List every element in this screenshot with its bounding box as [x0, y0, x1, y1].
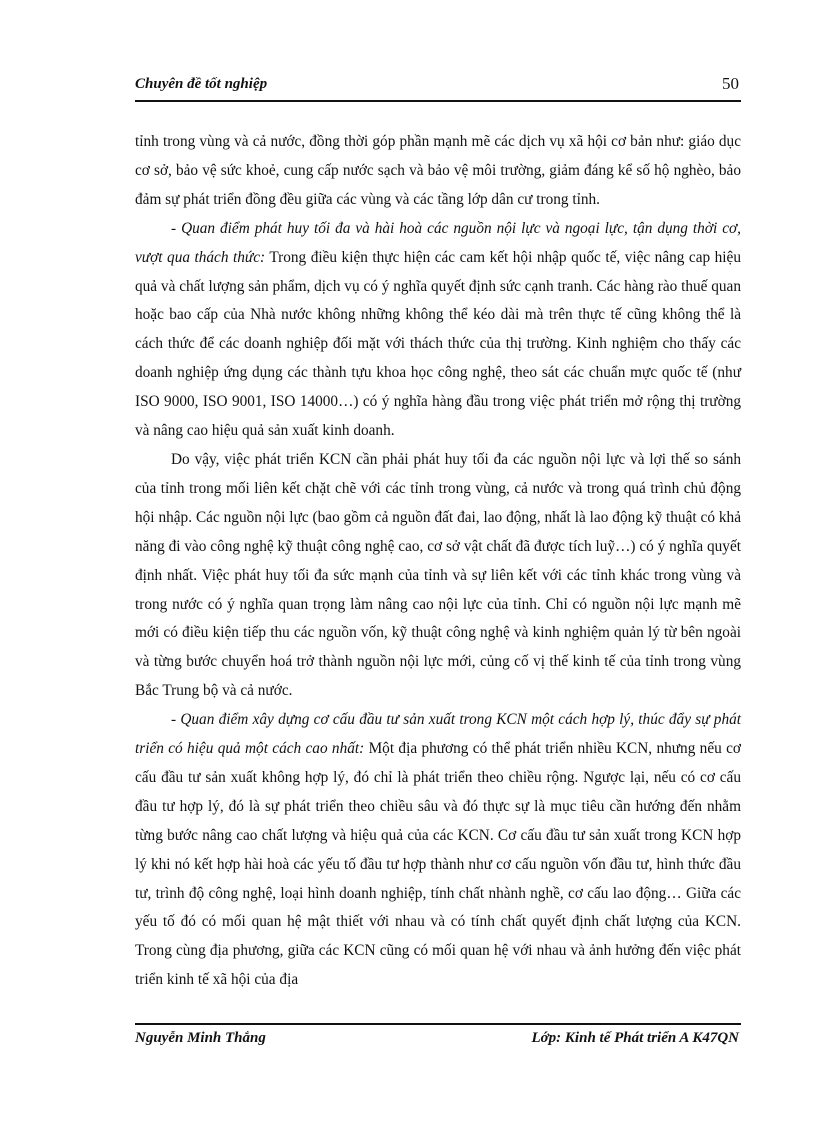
document-body: [135, 128, 741, 995]
paragraph-2: [135, 215, 741, 446]
paragraph-1: tỉnh trong vùng và cả nước, đồng thời góp phần mạnh mẽ các dịch vụ xã hội cơ bản như: giáo dục cơ sở, bảo vệ sức khoẻ, cung cấp nước sạch và bảo vệ môi trường, giảm đáng kể số hộ nghèo, bảo đảm sự phát triển đồng đều giữa các vùng và các tầng lớp dân cư trong tỉnh.: [135, 133, 741, 208]
paragraph-4: [135, 706, 741, 995]
paragraph-3: Do vậy, việc phát triển KCN cần phải phát huy tối đa các nguồn nội lực và lợi thế so sánh của tỉnh trong mối liên kết chặt chẽ với các tỉnh trong vùng, cả nước và trong quá trình chủ động hội nhập. Các nguồn nội lực (bao gồm cả nguồn đất đai, lao động, nhất là lao động kỹ thuật có khả năng đi vào công nghệ kỹ thuật công nghệ cao, cơ sở vật chất đã được tích luỹ…) có ý nghĩa quyết định nhất. Việc phát huy tối đa sức mạnh của tỉnh và sự liên kết với các tỉnh khác trong vùng và trong nước có ý nghĩa quan trọng làm nâng cao nội lực của tỉnh. Chỉ có nguồn nội lực mạnh mẽ mới có điều kiện tiếp thu các nguồn vốn, kỹ thuật công nghệ và kinh nghiệm quản lý từ bên ngoài và từng bước chuyển hoá trở thành nguồn nội lực mới, củng cố vị thế kinh tế của tỉnh trong vùng Bắc Trung bộ và cả nước.: [135, 450, 741, 700]
paragraph-2-body: Trong điều kiện thực hiện các cam kết hội nhập quốc tế, việc nâng cap hiệu quả và chất lượng sản phẩm, dịch vụ có ý nghĩa quyết định sức cạnh tranh. Các hàng rào thuế quan hoặc bao cấp của Nhà nước không những không thể kéo dài mà trên thực tế cũng không thể là cách thức để các doanh nghiệp đối mặt với thách thức của thị trường. Kinh nghiệm cho thấy các doanh nghiệp ứng dụng các thành tựu khoa học công nghệ, theo sát các chuẩn mực quốc tế (như ISO 9000, ISO 9001, ISO 14000…) có ý nghĩa hàng đầu trong việc phát triển mở rộng thị trường và nâng cao hiệu quả sản xuất kinh doanh.: [135, 248, 741, 440]
paragraph-4-lead: - Quan điểm xây dựng cơ cấu đầu tư sản xuất trong KCN một cách hợp lý, thúc đẩy sự phát triển có hiệu quả một cách cao nhất:: [135, 711, 741, 758]
author-name: Nguyễn Minh Thắng: [135, 1030, 266, 1046]
paragraph-2-lead: - Quan điểm phát huy tối đa và hài hoà các nguồn nội lực và ngoại lực, tận dụng thời cơ, vượt qua thách thức:: [135, 219, 741, 266]
page-number: 50: [722, 74, 739, 93]
page-footer: [135, 1023, 741, 1049]
document-title: Chuyên đề tốt nghiệp: [135, 76, 268, 92]
paragraph-4-body: Một địa phương có thể phát triển nhiều KCN, nhưng nếu cơ cấu đầu tư sản xuất không hợp lý, đó chỉ là phát triển theo chiều rộng. Ngược lại, nếu có cơ cấu đầu tư hợp lý, đó là sự phát triển theo chiều sâu và đó thực sự là mục tiêu cần hướng đến nhằm từng bước nâng cao chất lượng và hiệu quả của các KCN. Cơ cấu đầu tư sản xuất trong KCN hợp lý khi nó kết hợp hài hoà các yếu tố đầu tư hợp thành như cơ cấu nguồn vốn đầu tư, hình thức đầu tư, trình độ công nghệ, loại hình doanh nghiệp, tính chất nhành nghề, cơ cấu lao động… Giữa các yếu tố đó có mối quan hệ mật thiết với nhau và có tính chất quyết định chất lượng của KCN. Trong cùng địa phương, giữa các KCN cũng có mối quan hệ với nhau và ảnh hưởng đến việc phát triển kinh tế xã hội của địa: [135, 740, 741, 989]
page-header: [135, 74, 741, 102]
class-label: Lớp: Kinh tế Phát triển A K47QN: [531, 1030, 739, 1046]
